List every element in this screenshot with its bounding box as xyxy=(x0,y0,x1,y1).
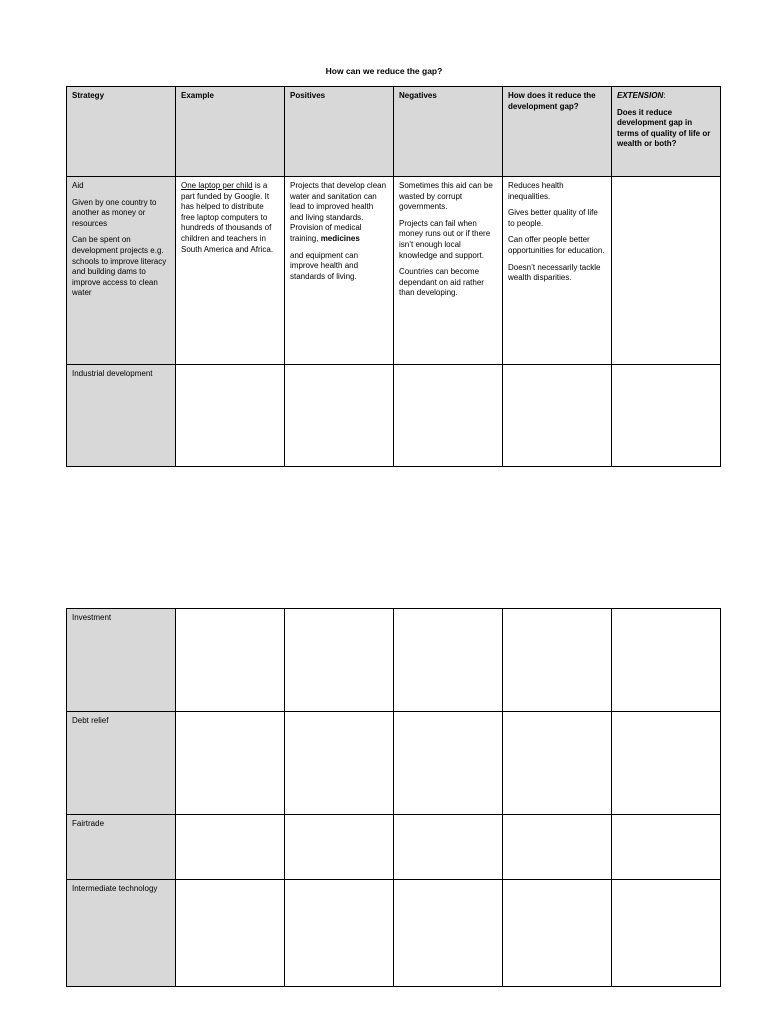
industrial-negatives-cell[interactable] xyxy=(394,365,503,467)
debt-strategy-cell: Debt relief xyxy=(67,712,176,815)
header-positives: Positives xyxy=(285,87,394,177)
aid-strategy-p2: Can be spent on development projects e.g. schools to improve literacy and building dams to improve access to clean water xyxy=(72,235,167,298)
aid-how-cell xyxy=(503,177,612,365)
intermediate-example-cell[interactable] xyxy=(176,880,285,987)
investment-positives-cell[interactable] xyxy=(285,609,394,712)
industrial-positives-cell[interactable] xyxy=(285,365,394,467)
fairtrade-strategy-cell: Fairtrade xyxy=(67,815,176,880)
aid-example-rest: is a part funded by Google. It has helped to distribute free laptop computers to hundreds of thousands of children and teachers in South America and Africa. xyxy=(181,181,274,254)
extension-label: EXTENSION xyxy=(617,91,664,100)
aid-strategy-p1: Given by one country to another as money or resources xyxy=(72,197,157,228)
header-strategy: Strategy xyxy=(67,87,176,177)
investment-extension-cell[interactable] xyxy=(612,609,721,712)
aid-example-link[interactable]: One laptop per child xyxy=(181,181,253,190)
extension-question: Does it reduce development gap in terms of quality of life or wealth or both? xyxy=(617,107,711,149)
aid-positives-cell xyxy=(285,177,394,365)
table-row-industrial xyxy=(67,365,721,467)
aid-how-p3: Can offer people better opportunities for education. xyxy=(508,235,605,255)
fairtrade-positives-cell[interactable] xyxy=(285,815,394,880)
aid-positives-p1: Projects that develop clean water and sanitation can lead to improved health and living standards. Provision of medical training, xyxy=(290,181,387,243)
extension-colon: : xyxy=(663,91,666,100)
aid-how-p1: Reduces health inequalities. xyxy=(508,181,564,201)
debt-negatives-cell[interactable] xyxy=(394,712,503,815)
table-row-aid xyxy=(67,177,721,365)
investment-example-cell[interactable] xyxy=(176,609,285,712)
investment-how-cell[interactable] xyxy=(503,609,612,712)
aid-example-cell xyxy=(176,177,285,365)
header-how: How does it reduce the development gap? xyxy=(503,87,612,177)
debt-positives-cell[interactable] xyxy=(285,712,394,815)
table-row-debt xyxy=(67,712,721,815)
intermediate-how-cell[interactable] xyxy=(503,880,612,987)
aid-extension-cell[interactable] xyxy=(612,177,721,365)
aid-strategy-title: Aid xyxy=(72,181,84,190)
intermediate-strategy-cell: Intermediate technology xyxy=(67,880,176,987)
investment-negatives-cell[interactable] xyxy=(394,609,503,712)
aid-negatives-p1: Sometimes this aid can be wasted by corrupt governments. xyxy=(399,181,493,212)
aid-how-p2: Gives better quality of life to people. xyxy=(508,208,598,228)
debt-how-cell[interactable] xyxy=(503,712,612,815)
table-row-fairtrade xyxy=(67,815,721,880)
aid-negatives-p3: Countries can become dependant on aid rather than developing. xyxy=(399,267,484,298)
aid-positives-bold: medicines xyxy=(320,233,360,243)
intermediate-positives-cell[interactable] xyxy=(285,880,394,987)
header-row xyxy=(67,87,721,177)
header-negatives: Negatives xyxy=(394,87,503,177)
table-row-investment xyxy=(67,609,721,712)
header-extension xyxy=(612,87,721,177)
debt-extension-cell[interactable] xyxy=(612,712,721,815)
aid-negatives-p2: Projects can fail when money runs out or if there isn’t enough local knowledge and support. xyxy=(399,218,491,260)
industrial-example-cell[interactable] xyxy=(176,365,285,467)
fairtrade-example-cell[interactable] xyxy=(176,815,285,880)
industrial-strategy-cell: Industrial development xyxy=(67,365,176,467)
strategy-table-bottom xyxy=(66,608,721,987)
fairtrade-negatives-cell[interactable] xyxy=(394,815,503,880)
aid-negatives-cell xyxy=(394,177,503,365)
investment-strategy-cell: Investment xyxy=(67,609,176,712)
intermediate-extension-cell[interactable] xyxy=(612,880,721,987)
aid-how-p4: Doesn’t necessarily tackle wealth disparities. xyxy=(508,262,601,283)
aid-strategy-cell xyxy=(67,177,176,365)
strategy-table-top xyxy=(66,86,721,467)
debt-example-cell[interactable] xyxy=(176,712,285,815)
table-row-intermediate xyxy=(67,880,721,987)
fairtrade-how-cell[interactable] xyxy=(503,815,612,880)
intermediate-negatives-cell[interactable] xyxy=(394,880,503,987)
industrial-how-cell[interactable] xyxy=(503,365,612,467)
header-example: Example xyxy=(176,87,285,177)
aid-positives-p2: and equipment can improve health and standards of living. xyxy=(290,250,359,281)
fairtrade-extension-cell[interactable] xyxy=(612,815,721,880)
industrial-extension-cell[interactable] xyxy=(612,365,721,467)
page-title: How can we reduce the gap? xyxy=(325,66,443,76)
